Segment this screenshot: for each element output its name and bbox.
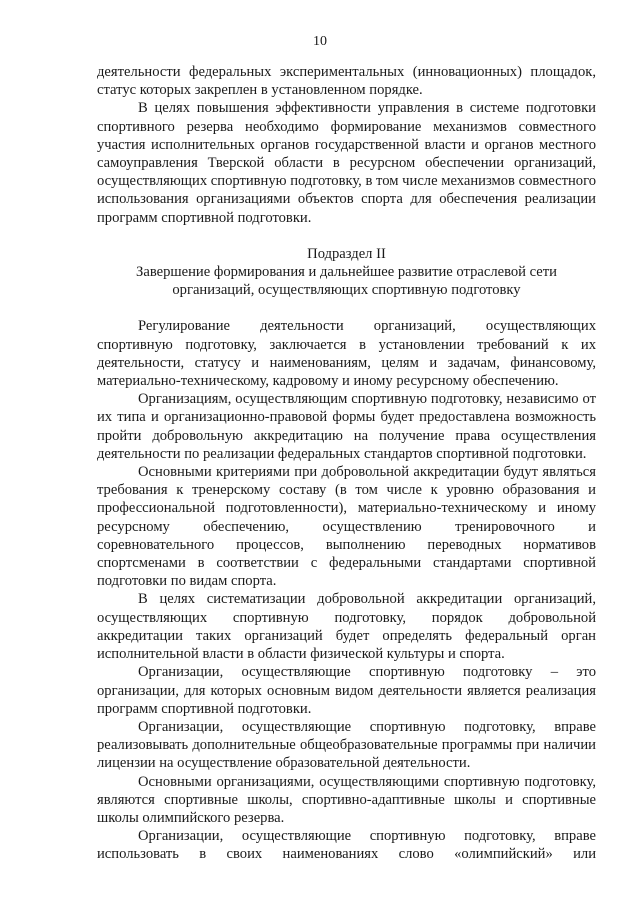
paragraph: Основными организациями, осуществляющими спортивную подготовку, являются спортивные школы, спортивно-адаптивные школы и спортивные школы олимпийского резерва. xyxy=(97,773,596,826)
paragraph: Организации, осуществляющие спортивную подготовку – это организации, для которых основным видом деятельности является реализация программ спортивной подготовки. xyxy=(97,664,596,717)
section-heading xyxy=(97,245,596,300)
paragraph: Основными критериями при добровольной аккредитации будут являться требования к тренерскому составу (в том числе к уровню образования и профессиональной подготовленности), материально-техническому и иному ресурсному обеспечению, осуществлению тренировочного и соревновательного процессов, выполнению переводных нормативов спортсменами в соответствии с федеральными стандартами спортивной подготовки по видам спорта. xyxy=(97,464,596,590)
paragraph: Организации, осуществляющие спортивную подготовку, вправе реализовывать дополнительные общеобразовательные программы при наличии лицензии на осуществление образовательной деятельности. xyxy=(97,718,596,772)
paragraph-continuation: деятельности федеральных экспериментальных (инновационных) площадок, статус которых закреплен в установленном порядке. xyxy=(97,64,596,99)
subsection-title-line: Завершение формирования и дальнейшее развитие отраслевой сети xyxy=(136,264,557,281)
page-number: 10 xyxy=(313,34,327,49)
page-content xyxy=(97,63,596,864)
paragraph: Организациям, осуществляющим спортивную подготовку, независимо от их типа и организационно-правовой формы будет предоставлена возможность пройти добровольную аккредитацию на получение права осуществления деятельности по реализации федеральных стандартов спортивной подготовки. xyxy=(97,391,596,462)
paragraph: Организации, осуществляющие спортивную подготовку, вправе использовать в своих наименованиях слово «олимпийский» или xyxy=(97,828,596,863)
paragraph: В целях повышения эффективности управления в системе подготовки спортивного резерва необходимо формирование механизмов совместного участия исполнительных органов государственной власти и органов местного самоуправления Тверской области в ресурсном обеспечении организаций, осуществляющих спортивную подготовку, в том числе механизмов совместного использования организациями объектов спорта для обеспечения реализации программ спортивной подготовки. xyxy=(97,100,596,226)
paragraph: В целях систематизации добровольной аккредитации организаций, осуществляющих спортивную подготовку, порядок добровольной аккредитации таких организаций будет определять федеральный орган исполнительной власти в области физической культуры и спорта. xyxy=(97,591,596,663)
subsection-label: Подраздел II xyxy=(307,245,386,262)
paragraph: Регулирование деятельности организаций, осуществляющих спортивную подготовку, заключается в установлении требований к их деятельности, статусу и наименованиям, целям и задачам, финансовому, материально-техническому, кадровому и иному ресурсному обеспечению. xyxy=(97,318,596,390)
subsection-title-line: организаций, осуществляющих спортивную подготовку xyxy=(172,282,521,299)
